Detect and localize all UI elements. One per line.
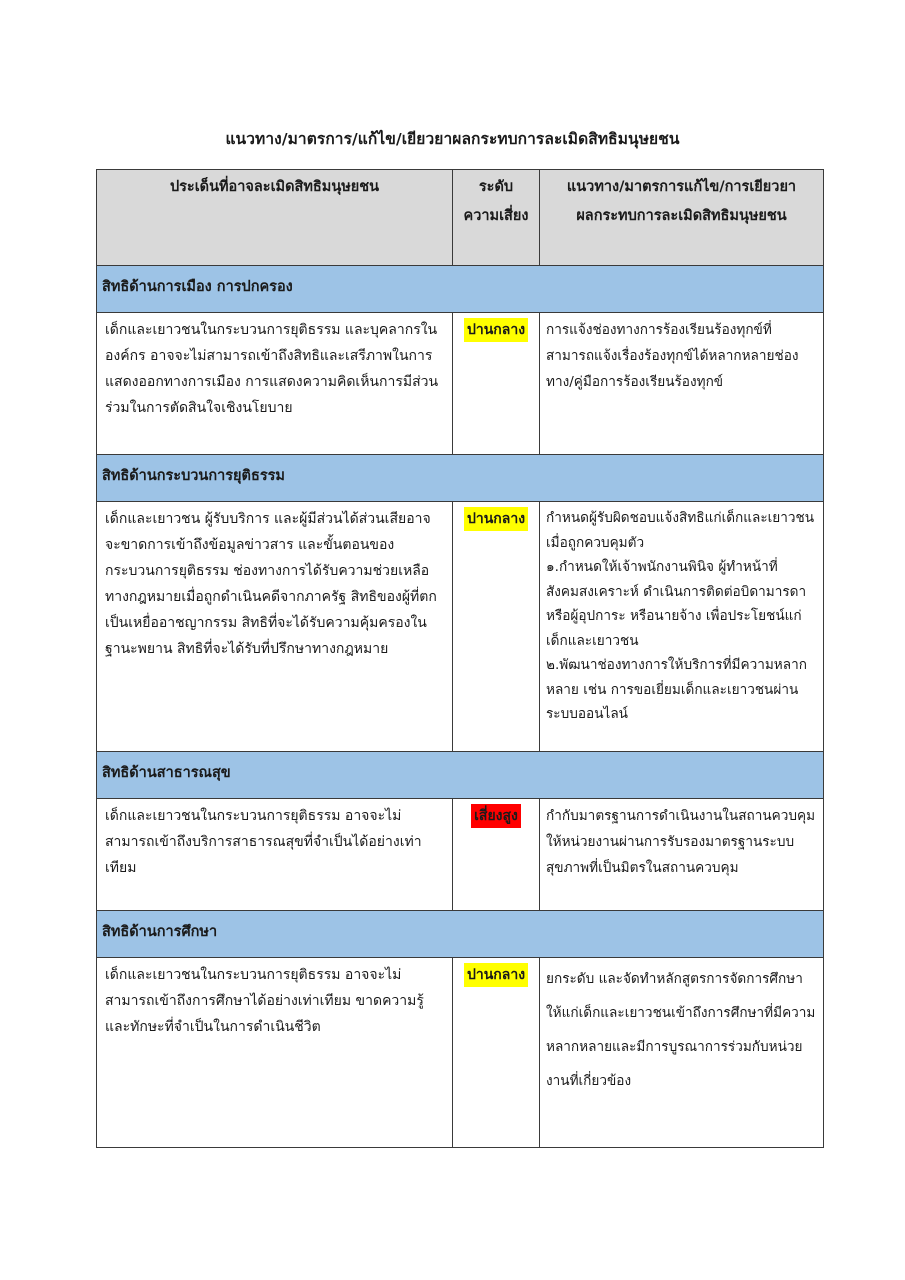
- section-title-justice: สิทธิด้านกระบวนการยุติธรรม: [97, 455, 824, 502]
- header-measures: แนวทาง/มาตรการแก้ไข/การเยียวยา ผลกระทบการละเมิดสิทธิมนุษยชน: [540, 170, 824, 266]
- table-row: [97, 502, 824, 752]
- section-title-public-health: สิทธิด้านสาธารณสุข: [97, 752, 824, 799]
- issue-cell: เด็กและเยาวชนในกระบวนการยุติธรรม และบุคลากรในองค์กร อาจจะไม่สามารถเข้าถึงสิทธิและเสรีภาพในการแสดงออกทางการเมือง การแสดงความคิดเห็นการมีส่วนร่วมในการตัดสินใจเชิงนโยบาย: [97, 313, 453, 455]
- measure-text: กำหนดผู้รับผิดชอบแจ้งสิทธิแก่เด็กและเยาวชนเมื่อถูกควบคุมตัว: [546, 510, 815, 551]
- measure-text: ๒.พัฒนาช่องทางการให้บริการที่มีความหลากหลาย เช่น การขอเยี่ยมเด็กและเยาวชนผ่านระบบออนไลน์: [546, 657, 807, 722]
- header-issue: ประเด็นที่อาจละเมิดสิทธิมนุษยชน: [97, 170, 453, 266]
- table-row: [97, 799, 824, 911]
- measure-cell: [540, 313, 824, 455]
- measure-text: ๑.กำหนดให้เจ้าพนักงานพินิจ ผู้ทำหน้าที่สังคมสงเคราะห์ ดำเนินการติดต่อบิดามารดา หรือผู้อุปการะ หรือนายจ้าง เพื่อประโยชน์แก่เด็กและเยาวชน: [546, 559, 807, 649]
- section-row: [97, 911, 824, 958]
- section-row: [97, 455, 824, 502]
- section-title-politics: สิทธิด้านการเมือง การปกครอง: [97, 266, 824, 313]
- risk-assessment-table: [96, 169, 824, 1148]
- header-risk-level: ระดับ ความเสี่ยง: [453, 170, 540, 266]
- section-row: [97, 266, 824, 313]
- measure-text: การแจ้งช่องทางการร้องเรียนร้องทุกข์ที่สามารถแจ้งเรื่องร้องทุกข์ได้หลากหลายช่องทาง/คู่มือการร้องเรียนร้องทุกข์: [546, 322, 799, 390]
- risk-badge-medium: ปานกลาง: [464, 507, 528, 531]
- risk-cell: [453, 958, 540, 1148]
- issue-cell: เด็กและเยาวชนในกระบวนการยุติธรรม อาจจะไม่สามารถเข้าถึงบริการสาธารณสุขที่จำเป็นได้อย่างเท่าเทียม: [97, 799, 453, 911]
- risk-cell: [453, 502, 540, 752]
- risk-badge-medium: ปานกลาง: [464, 318, 528, 342]
- measure-cell: [540, 502, 824, 752]
- risk-badge-high: เสี่ยงสูง: [471, 804, 521, 828]
- page-title: แนวทาง/มาตรการ/แก้ไข/เยียวยาผลกระทบการละเมิดสิทธิมนุษยชน: [225, 130, 680, 148]
- table-header-row: [97, 170, 824, 266]
- issue-cell: เด็กและเยาวชน ผู้รับบริการ และผู้มีส่วนได้ส่วนเสียอาจจะขาดการเข้าถึงข้อมูลข่าวสาร และขั้นตอนของกระบวนการยุติธรรม ช่องทางการได้รับความช่วยเหลือทางกฎหมายเมื่อถูกดำเนินคดีจากภาครัฐ สิทธิของผู้ที่ตกเป็นเหยื่ออาชญากรรม สิทธิที่จะได้รับความคุ้มครองในฐานะพยาน สิทธิที่จะได้รับที่ปรึกษาทางกฎหมาย: [97, 502, 453, 752]
- risk-badge-medium: ปานกลาง: [464, 963, 528, 987]
- table-row: [97, 958, 824, 1148]
- measure-cell: [540, 799, 824, 911]
- issue-cell: เด็กและเยาวชนในกระบวนการยุติธรรม อาจจะไม่สามารถเข้าถึงการศึกษาได้อย่างเท่าเทียม ขาดความรู้และทักษะที่จำเป็นในการดำเนินชีวิต: [97, 958, 453, 1148]
- measure-cell: [540, 958, 824, 1148]
- section-row: [97, 752, 824, 799]
- risk-cell: [453, 799, 540, 911]
- measure-text: ยกระดับ และจัดทำหลักสูตรการจัดการศึกษาให้แก่เด็กและเยาวชนเข้าถึงการศึกษาที่มีความหลากหลายและมีการบูรณาการร่วมกับหน่วยงานที่เกี่ยวข้อง: [546, 971, 816, 1089]
- measure-text: กำกับมาตรฐานการดำเนินงานในสถานควบคุม ให้หน่วยงานผ่านการรับรองมาตรฐานระบบสุขภาพที่เป็นมิตรในสถานควบคุม: [546, 808, 816, 876]
- risk-cell: [453, 313, 540, 455]
- section-title-education: สิทธิด้านการศึกษา: [97, 911, 824, 958]
- table-row: [97, 313, 824, 455]
